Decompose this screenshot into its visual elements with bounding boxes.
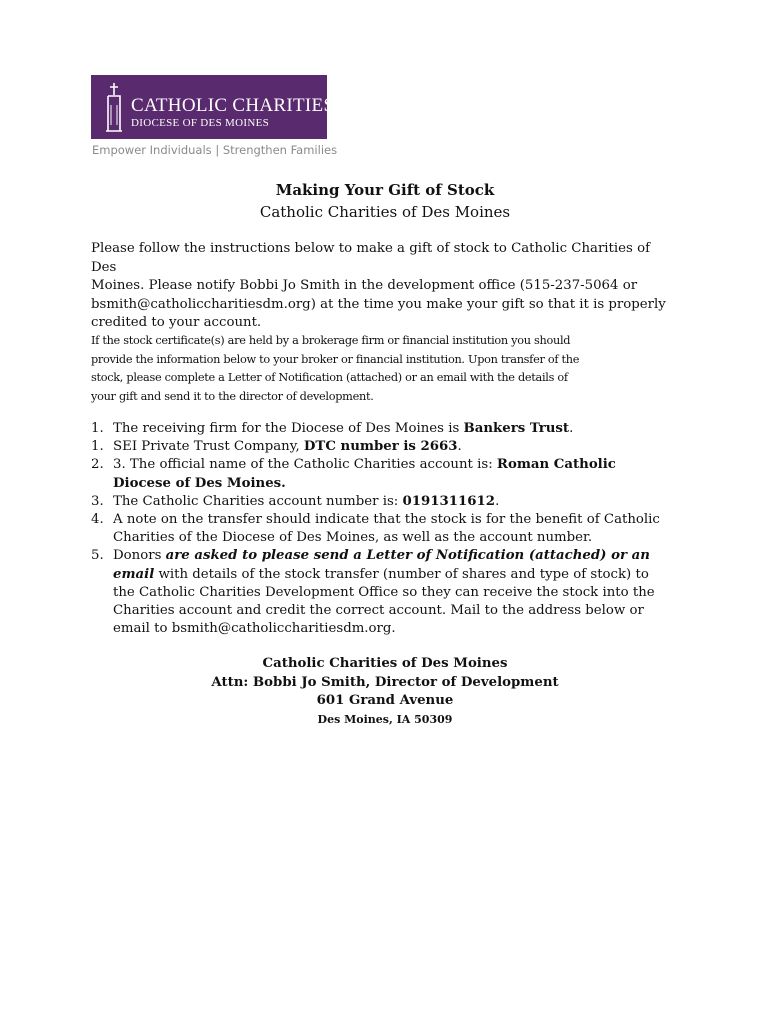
intro-line: Please follow the instructions below to make a gift of stock to Catholic Charities of Des [91,241,650,275]
list-item [91,420,671,438]
address-city: Des Moines, IA 50309 [317,712,453,726]
intro-line: credited to your account. [91,315,262,330]
notice-line: If the stock certificate(s) are held by a brokerage firm or financial institution you should [91,334,571,347]
list-item [91,456,671,492]
step-text: Donors are asked to please send a Letter of Notification (attached) or an email with details of the stock transfer (number of shares and type of stock) to the Catholic Charities Development Office so they can receive the stock into the Charities account and credit the correct account. Mail to the address below or email to bsmith@catholiccharitiesdm.org. [113,548,655,637]
step-text: The Catholic Charities account number is: 0191311612. [113,493,500,509]
document-title: Making Your Gift of Stock [275,181,495,199]
logo [91,75,335,139]
intro-line: Moines. Please notify Bobbi Jo Smith in the development office (515-237-5064 or [91,278,638,293]
address-attn: Attn: Bobbi Jo Smith, Director of Development [211,674,559,690]
step-number: 2. [91,457,104,473]
list-item [91,511,671,547]
step-text: 3. The official name of the Catholic Charities account is: Roman Catholic Diocese of Des Moines. [113,457,616,491]
list-item [91,547,671,638]
step-number: 5. [91,548,104,564]
logo-subname: DIOCESE OF DES MOINES [131,117,270,129]
steps-list [91,420,671,638]
document-subtitle: Catholic Charities of Des Moines [259,203,511,221]
notice-line: your gift and send it to the director of development. [91,389,374,403]
logo-name: CATHOLIC CHARITIES [131,95,335,116]
notice-line: stock, please complete a Letter of Notification (attached) or an email with the details of [91,371,568,384]
cross-icon [101,81,127,133]
intro-line: bsmith@catholiccharitiesdm.org) at the time you make your gift so that it is properly [91,296,666,312]
step-number: 4. [91,512,104,528]
list-item [91,438,671,456]
step-text: The receiving firm for the Diocese of Des Moines is Bankers Trust. [113,421,574,436]
notice-line: provide the information below to your broker or financial institution. Upon transfer of the [91,352,580,366]
address-street: 601 Grand Avenue [316,693,454,708]
tagline: Empower Individuals | Strengthen Families [92,143,338,157]
step-number: 1. [91,421,104,436]
mailing-address [0,655,770,729]
step-number: 1. [91,439,104,455]
list-item [91,493,671,511]
step-text: SEI Private Trust Company, DTC number is 2663. [113,439,462,455]
address-org: Catholic Charities of Des Moines [262,656,508,671]
intro-paragraph [91,240,671,333]
step-text: A note on the transfer should indicate that the stock is for the benefit of Catholic Charities of the Diocese of Des Moines, as well as the account number. [113,512,660,546]
notice-paragraph [91,332,691,406]
step-number: 3. [91,493,104,509]
